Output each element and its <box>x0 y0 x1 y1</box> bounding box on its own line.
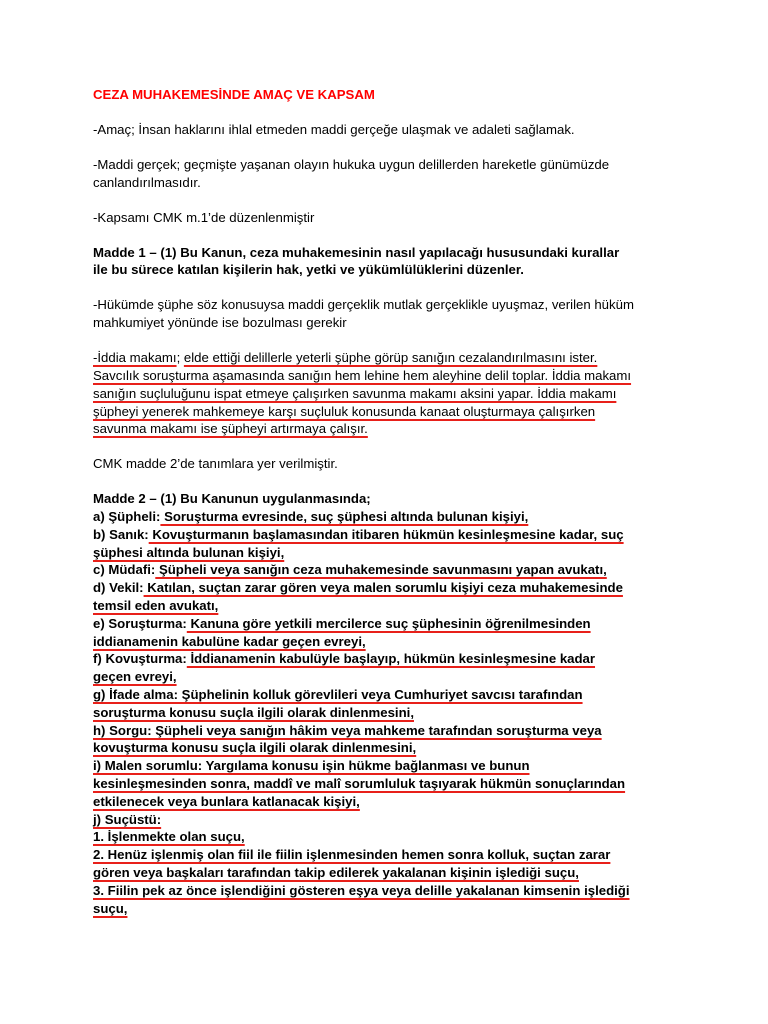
definition-text: kesinleşmesinden sonra, maddî ve malî sorumluluk taşıyarak hükmün sonuçlarından <box>93 776 626 792</box>
definition-text: soruşturma konusu suçla ilgili olarak dinlenmesini, <box>93 704 414 720</box>
definition-text: temsil eden avukatı, <box>93 598 219 614</box>
definition-line <box>93 544 693 562</box>
definition-text: Kovuşturmanın başlamasından itibaren hükmün kesinleşmesine kadar, suç <box>148 526 624 542</box>
definition-text: Kanuna göre yetkili mercilerce suç şüphesinin öğrenilmesinden <box>186 615 591 631</box>
definition-line <box>93 722 693 740</box>
document-body <box>93 86 693 917</box>
definition-line <box>93 650 693 668</box>
definition-text: Soruşturma evresinde, suç şüphesi altında bulunan kişiyi, <box>160 509 529 525</box>
definition-text: şüphesi altında bulunan kişiyi, <box>93 544 285 560</box>
definition-text: g) İfade alma: Şüphelinin kolluk görevlileri veya Cumhuriyet savcısı tarafından <box>93 687 583 703</box>
kapsam-line: -Kapsamı CMK m.1’de düzenlenmiştir <box>93 209 315 225</box>
definition-item <box>93 757 693 810</box>
definition-text: h) Sorgu: Şüpheli veya sanığın hâkim veya mahkeme tarafından soruşturma veya <box>93 722 602 738</box>
definition-line <box>93 704 693 722</box>
definition-item <box>93 828 693 846</box>
cmk2-paragraph <box>93 455 693 473</box>
definition-item <box>93 686 693 722</box>
definition-line <box>93 882 693 900</box>
definition-item <box>93 722 693 758</box>
definition-line <box>93 561 693 579</box>
definition-item <box>93 508 693 526</box>
iddia-line: sanığın suçluluğunu ispat etmeye çalışırken savunma makamı aksini yapar. İddia makamı <box>93 385 617 401</box>
definition-text: Katılan, suçtan zarar gören veya malen sorumlu kişiyi ceza muhakemesinde <box>143 580 623 596</box>
definition-text: kovuşturma konusu suçla ilgili olarak dinlenmesini, <box>93 740 417 756</box>
definition-line <box>93 508 693 526</box>
definition-item <box>93 561 693 579</box>
definition-label: e) Soruşturma: <box>93 615 187 631</box>
madde2-block <box>93 490 693 917</box>
definition-line <box>93 739 693 757</box>
hukum-paragraph <box>93 296 693 332</box>
definition-line <box>93 668 693 686</box>
hukum-line: -Hükümde şüphe söz konusuysa maddi gerçeklik mutlak gerçeklikle uyuşmaz, verilen hüküm <box>93 297 634 313</box>
definition-label: c) Müdafi: <box>93 562 156 578</box>
definition-text: j) Suçüstü: <box>93 811 162 827</box>
definition-line <box>93 633 693 651</box>
iddia-lead: -İddia makamı <box>93 350 177 366</box>
definition-text: Şüpheli veya sanığın ceza muhakemesinde savunmasını yapan avukatı, <box>155 562 607 578</box>
definition-line <box>93 686 693 704</box>
definition-line <box>93 597 693 615</box>
definition-line <box>93 757 693 775</box>
iddia-separator: ; <box>176 350 184 366</box>
iddia-first-line <box>93 349 693 367</box>
hukum-line: mahkumiyet yönünde ise bozulması gerekir <box>93 315 347 331</box>
definition-text: 3. Fiilin pek az önce işlendiğini gösteren eşya veya delille yakalanan kimsenin işlediği <box>93 882 630 898</box>
madde1-paragraph <box>93 244 693 280</box>
definition-text: gören veya başkaları tarafından takip edilerek yakalanan kişinin işlediği suçu, <box>93 865 579 880</box>
iddia-line: Savcılık soruşturma aşamasında sanığın hem lehine hem aleyhine delil toplar. İddia makamı <box>93 367 632 383</box>
definition-label: b) Sanık: <box>93 526 149 542</box>
definition-item <box>93 811 693 829</box>
definition-line <box>93 526 693 544</box>
iddia-paragraph <box>93 349 693 438</box>
definition-item <box>93 615 693 651</box>
definition-text: 2. Henüz işlenmiş olan fiil ile fiilin işlenmesinden hemen sonra kolluk, suçtan zarar <box>93 847 611 863</box>
iddia-first-rest: elde ettiği delillerle yeterli şüphe görüp sanığın cezalandırılmasını ister. <box>183 350 598 366</box>
definition-text: 1. İşlenmekte olan suçu, <box>93 829 245 845</box>
definition-label: d) Vekil: <box>93 580 144 596</box>
definition-text: geçen evreyi, <box>93 669 177 685</box>
definition-line <box>93 811 693 829</box>
maddi-gercek-paragraph <box>93 156 693 192</box>
kapsam-paragraph <box>93 209 693 227</box>
definition-text: İddianamenin kabulüyle başlayıp, hükmün kesinleşmesine kadar <box>186 651 596 667</box>
maddi-gercek-line: -Maddi gerçek; geçmişte yaşanan olayın hukuka uygun delillerden hareketle günümüzde <box>93 156 610 172</box>
definition-line <box>93 846 693 864</box>
definition-line <box>93 579 693 597</box>
amac-paragraph <box>93 121 693 139</box>
definitions-list <box>93 508 693 917</box>
iddia-line: şüpheyi yenerek mahkemeye karşı suçluluk konusunda kanaat oluşturmaya çalışırken <box>93 403 596 419</box>
madde2-heading: Madde 2 – (1) Bu Kanunun uygulanmasında; <box>93 491 371 507</box>
definition-line <box>93 793 693 811</box>
definition-line <box>93 900 693 918</box>
madde1-line: Madde 1 – (1) Bu Kanun, ceza muhakemesinin nasıl yapılacağı hususundaki kurallar <box>93 244 620 260</box>
definition-text: iddianamenin kabulüne kadar geçen evreyi, <box>93 633 366 649</box>
definition-item <box>93 650 693 686</box>
definition-text: i) Malen sorumlu: Yargılama konusu işin hükme bağlanması ve bunun <box>93 758 530 774</box>
definition-item <box>93 882 693 918</box>
amac-line: -Amaç; İnsan haklarını ihlal etmeden maddi gerçeğe ulaşmak ve adaleti sağlamak. <box>93 121 575 137</box>
definition-line <box>93 828 693 846</box>
iddia-line: savunma makamı ise şüpheyi artırmaya çalışır. <box>93 421 368 437</box>
definition-line <box>93 775 693 793</box>
maddi-gercek-line: canlandırılmasıdır. <box>93 174 201 190</box>
definition-item <box>93 846 693 882</box>
definition-text: etkilenecek veya bunlara katlanacak kişiyi, <box>93 793 360 809</box>
definition-line <box>93 615 693 633</box>
definition-label: a) Şüpheli: <box>93 509 161 525</box>
page-title: CEZA MUHAKEMESİNDE AMAÇ VE KAPSAM <box>93 87 375 102</box>
definition-line <box>93 864 693 882</box>
definition-item <box>93 579 693 615</box>
definition-text: suçu, <box>93 900 128 916</box>
cmk2-line: CMK madde 2’de tanımlara yer verilmiştir. <box>93 456 338 472</box>
madde1-line: ile bu sürece katılan kişilerin hak, yetki ve yükümlülüklerini düzenler. <box>93 262 524 278</box>
definition-item <box>93 526 693 562</box>
definition-label: f) Kovuşturma: <box>93 651 187 667</box>
